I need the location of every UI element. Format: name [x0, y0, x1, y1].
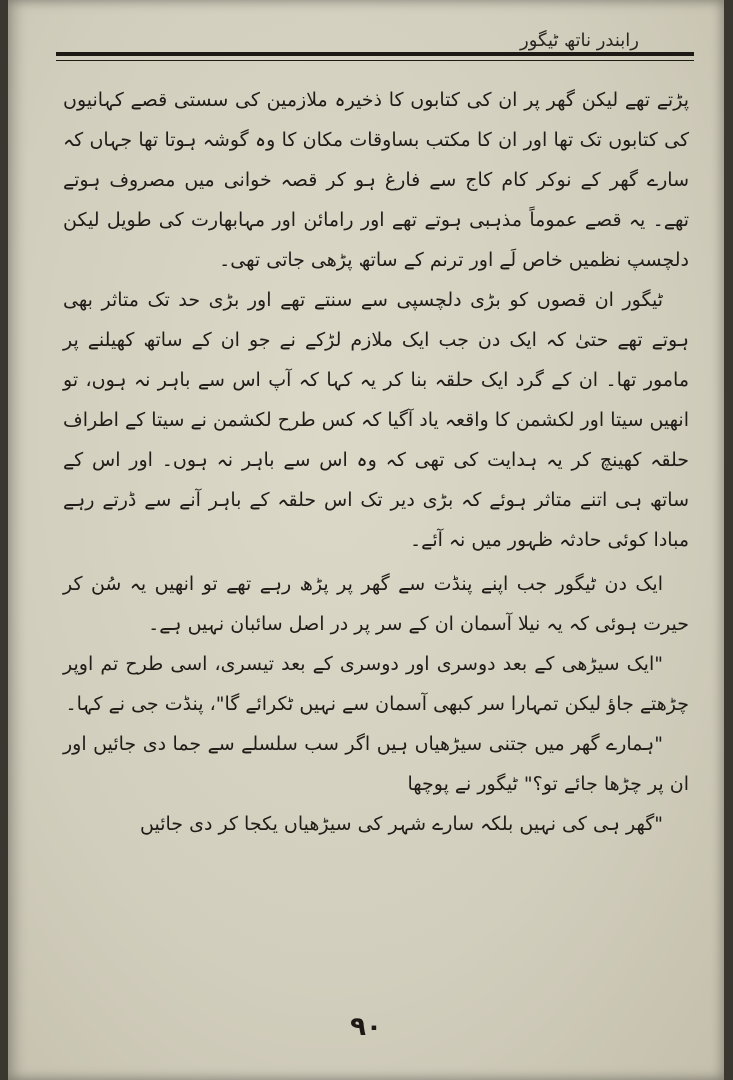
- paragraph: "ہمارے گھر میں جتنی سیڑھیاں ہیں اگر سب سلسلے سے جما دی جائیں اور ان پر چڑھا جائے تو؟" ٹیگور نے پوچھا: [63, 733, 689, 795]
- paragraph: پڑتے تھے لیکن گھر پر ان کی کتابوں کا ذخیرہ ملازمین کی سستی قصے کہانیوں کی کتابوں تک تھا اور ان کا مکتب بساوقات مکان کا وہ گوشہ ہوتا تھا جہاں کہ سارے گھر کے نوکر کام کاج سے فارغ ہو کر قصہ خوانی میں مصروف ہوتے تھے۔ یہ قصے عموماً مذہبی ہوتے تھے اور رامائن اور مہابھارت کی طویل لیکن دلچسپ نظمیں خاص لَے اور ترنم کے ساتھ پڑھی جاتی تھی۔: [63, 89, 689, 271]
- paragraph: "گھر ہی کی نہیں بلکہ سارے شہر کی سیڑھیاں یکجا کر دی جائیں: [140, 813, 663, 835]
- body-text: [63, 80, 689, 844]
- header-rule: [56, 52, 694, 56]
- page-number: ۹۰: [350, 1012, 382, 1042]
- paragraph: ایک دن ٹیگور جب اپنے پنڈت سے گھر پر پڑھ رہے تھے تو انھیں یہ سُن کر حیرت ہوئی کہ یہ نیلا آسمان ان کے سر پر در اصل سائبان نہیں ہے۔: [63, 573, 689, 635]
- book-page: [8, 0, 724, 1080]
- running-header-title: رابندر ناتھ ٹیگور: [520, 30, 639, 51]
- paragraph: "ایک سیڑھی کے بعد دوسری اور دوسری کے بعد تیسری، اسی طرح تم اوپر چڑھتے جاؤ لیکن تمہارا سر کبھی آسمان سے نہیں ٹکرائے گا"، پنڈت جی نے کہا۔: [63, 653, 689, 715]
- header-rule-thin: [56, 60, 694, 61]
- paragraph: ٹیگور ان قصوں کو بڑی دلچسپی سے سنتے تھے اور بڑی حد تک متاثر بھی ہوتے تھے حتیٰ کہ ایک دن جب ایک ملازم لڑکے نے جو ان کے ساتھ کھیلنے پر مامور تھا۔ ان کے گرد ایک حلقہ بنا کر یہ کہا کہ آپ اس سے باہر نہ ہوں، تو انھیں سیتا اور لکشمن کا واقعہ یاد آگیا کہ کس طرح لکشمن نے سیتا کے اطراف حلقہ کھینچ کر یہ ہدایت کی تھی کہ وہ اس سے باہر نہ ہوں۔ اور اس کے ساتھ ہی اتنے متاثر ہوئے کہ بڑی دیر تک اس حلقہ کے باہر آنے سے ڈرتے رہے مبادا کوئی حادثہ ظہور میں نہ آئے۔: [63, 289, 689, 551]
